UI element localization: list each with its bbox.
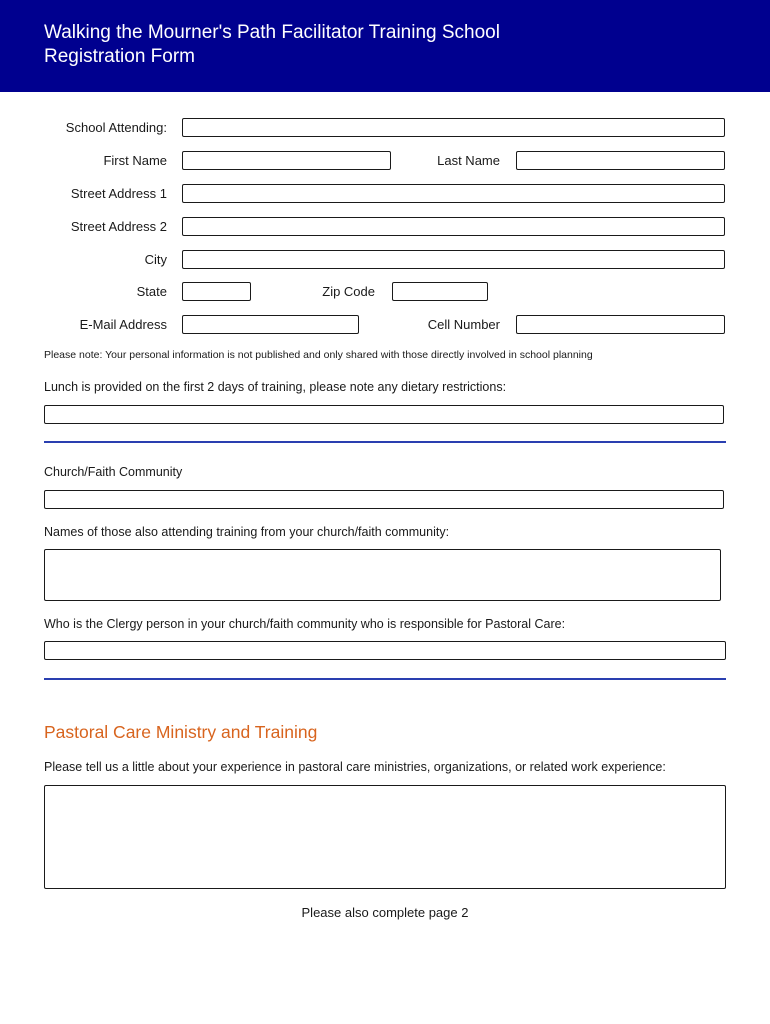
first-name-label: First Name <box>103 153 167 168</box>
dietary-restrictions-input[interactable] <box>44 405 724 424</box>
lunch-prompt: Lunch is provided on the first 2 days of training, please note any dietary restrictions: <box>44 380 507 394</box>
church-label: Church/Faith Community <box>44 465 183 479</box>
street-address-2-label: Street Address 2 <box>70 219 167 234</box>
street-address-1-input[interactable] <box>182 184 725 203</box>
clergy-input[interactable] <box>44 641 726 660</box>
zip-code-label: Zip Code <box>322 284 375 299</box>
privacy-note: Please note: Your personal information is not published and only shared with those directly involved in school planning <box>44 349 593 361</box>
last-name-input[interactable] <box>516 151 725 170</box>
email-input[interactable] <box>182 315 359 334</box>
attendees-prompt: Names of those also attending training from your church/faith community: <box>44 525 450 539</box>
header-banner <box>0 0 770 92</box>
experience-textarea[interactable] <box>44 785 726 889</box>
street-address-2-input[interactable] <box>182 217 725 236</box>
city-input[interactable] <box>182 250 725 269</box>
section-title: Pastoral Care Ministry and Training <box>44 722 318 742</box>
footer-note: Please also complete page 2 <box>301 905 469 920</box>
section-divider <box>44 678 726 680</box>
section-divider <box>44 441 726 443</box>
title-line-2: Registration Form <box>44 46 195 67</box>
state-label: State <box>136 284 167 299</box>
page-title <box>44 21 664 69</box>
cell-number-input[interactable] <box>516 315 725 334</box>
clergy-prompt: Who is the Clergy person in your church/faith community who is responsible for Pastoral Care: <box>44 617 566 631</box>
school-attending-input[interactable] <box>182 118 725 137</box>
city-label: City <box>144 252 167 267</box>
church-input[interactable] <box>44 490 724 509</box>
email-label: E-Mail Address <box>79 317 167 332</box>
experience-prompt: Please tell us a little about your experience in pastoral care ministries, organizations, or related work experience: <box>44 760 666 774</box>
state-input[interactable] <box>182 282 251 301</box>
last-name-label: Last Name <box>437 153 500 168</box>
zip-code-input[interactable] <box>392 282 488 301</box>
title-line-1: Walking the Mourner's Path Facilitator Training School <box>44 22 500 43</box>
school-attending-label: School Attending: <box>65 120 167 135</box>
cell-number-label: Cell Number <box>427 317 500 332</box>
street-address-1-label: Street Address 1 <box>70 186 167 201</box>
attendees-textarea[interactable] <box>44 549 721 601</box>
first-name-input[interactable] <box>182 151 391 170</box>
